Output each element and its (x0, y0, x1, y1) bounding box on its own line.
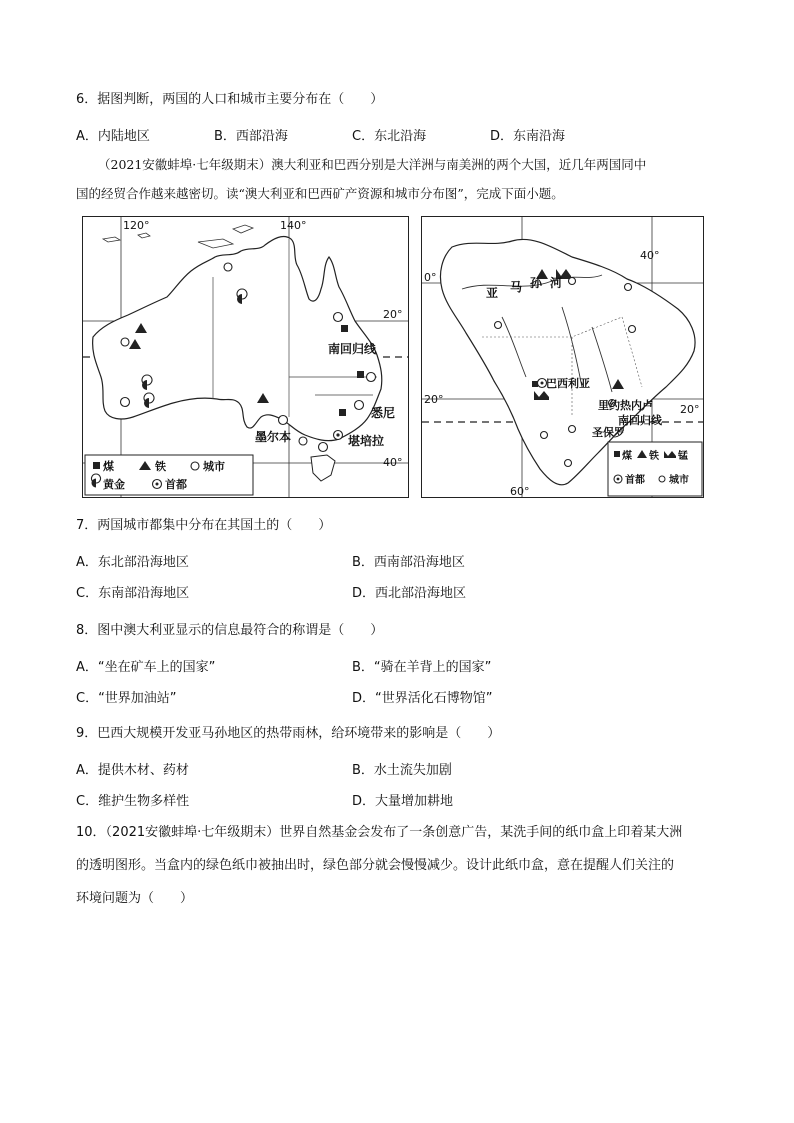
city-symbol (367, 373, 376, 382)
legend-coal-label: 煤 (622, 451, 632, 462)
q9-stem: 9．巴西大规模开发亚马孙地区的热带雨林，给环境带来的影响是（ ） (76, 726, 501, 741)
legend-coal-symbol (614, 451, 620, 457)
q7-option-c: C．东南部沿海地区 (76, 586, 190, 601)
label-tropic: 南回归线 (618, 414, 662, 427)
label-lat-20: 20° (383, 308, 403, 321)
q10-stem (76, 816, 728, 915)
q6-stem: 6．据图判断，两国的人口和城市主要分布在（ ） (76, 92, 384, 107)
city-symbol (565, 460, 572, 467)
q6-option-d: D．东南沿海 (490, 129, 566, 144)
legend-city-label: 城市 (669, 475, 689, 486)
legend-coal-label: 煤 (103, 460, 114, 473)
australia-map-graphic (83, 217, 408, 497)
coal-symbol (357, 371, 364, 378)
intro-line-1: （2021安徽蚌埠·七年级期末）澳大利亚和巴西分别是大洋洲与南美洲的两个大国，近几年两国同中 (98, 157, 647, 172)
q10-line-3: 环境问题为（ ） (76, 891, 194, 906)
label-lon-140: 140° (280, 219, 307, 232)
label-lat-20-east: 20° (680, 403, 700, 416)
q9-option-d: D．大量增加耕地 (352, 794, 454, 809)
label-lon-40: 40° (640, 249, 660, 262)
legend-manganese-label: 锰 (678, 451, 688, 462)
coal-symbol (532, 381, 538, 387)
city-symbol (629, 326, 636, 333)
australia-map (82, 216, 409, 498)
label-saopaulo: 圣保罗 (592, 426, 625, 439)
q7-option-d: D．西北部沿海地区 (352, 586, 467, 601)
q9-option-b: B．水土流失加剧 (352, 763, 452, 778)
q8-option-b: B．“骑在羊背上的国家” (352, 660, 492, 675)
q8-option-c: C．“世界加油站” (76, 691, 177, 706)
australia-outline (93, 237, 382, 441)
label-lon-60: 60° (510, 485, 530, 497)
label-lon-120: 120° (123, 219, 150, 232)
q7-stem: 7．两国城市都集中分布在其国土的（ ） (76, 518, 332, 533)
legend-capital-label: 首都 (165, 478, 187, 491)
city-symbol (334, 313, 343, 322)
label-lat-0: 0° (424, 271, 437, 284)
city-symbol (625, 284, 632, 291)
legend-coal-symbol (93, 462, 100, 469)
q6-option-a: A．内陆地区 (76, 129, 150, 144)
label-tropic: 南回归线 (328, 342, 377, 356)
city-symbol (299, 437, 307, 445)
q7-option-b: B．西南部沿海地区 (352, 555, 465, 570)
label-lat-20-west: 20° (424, 393, 444, 406)
legend-city-symbol (191, 462, 199, 470)
capital-symbol-dot (336, 433, 339, 436)
q8-option-d: D．“世界活化石博物馆” (352, 691, 493, 706)
label-canberra: 堪培拉 (348, 434, 385, 448)
label-rio: 里约热内卢 (598, 399, 653, 412)
brazil-map (421, 216, 704, 498)
capital-symbol-dot (541, 382, 544, 385)
legend-capital-label: 首都 (625, 475, 645, 486)
legend-gold-label: 黄金 (103, 478, 125, 491)
coal-symbol (339, 409, 346, 416)
label-lat-40: 40° (383, 456, 403, 469)
label-amazon-3: 孙 (530, 276, 543, 290)
q7-option-a: A．东北部沿海地区 (76, 555, 189, 570)
label-amazon-1: 亚 (486, 286, 499, 300)
city-symbol (541, 432, 548, 439)
tasmania-outline (311, 455, 335, 481)
city-symbol (121, 338, 129, 346)
label-melbourne: 墨尔本 (255, 430, 292, 444)
brazil-map-graphic (422, 217, 703, 497)
label-sydney: 悉尼 (371, 406, 396, 420)
legend-city-symbol (659, 476, 665, 482)
legend-city-label: 城市 (203, 460, 225, 473)
q9-option-c: C．维护生物多样性 (76, 794, 190, 809)
city-symbol (569, 426, 576, 433)
city-symbol (319, 443, 328, 452)
city-symbol (495, 322, 502, 329)
q9-option-a: A．提供木材、药材 (76, 763, 189, 778)
coal-symbol (341, 325, 348, 332)
city-symbol (569, 278, 576, 285)
legend-iron-label: 铁 (649, 451, 659, 462)
city-symbol (355, 401, 364, 410)
q6-option-c: C．东北沿海 (352, 129, 427, 144)
label-amazon-2: 马 (510, 280, 523, 294)
legend-iron-label: 铁 (155, 460, 166, 473)
city-symbol (121, 398, 130, 407)
passage-intro (76, 150, 726, 208)
q10-line-1: 10．（2021安徽蚌埠·七年级期末）世界自然基金会发布了一条创意广告，某洗手间的纸巾盒上印着某大洲 (76, 825, 683, 840)
city-symbol (224, 263, 232, 271)
legend-capital-dot (617, 478, 620, 481)
label-amazon-4: 河 (550, 276, 563, 290)
q10-line-2: 的透明图形。当盒内的绿色纸巾被抽出时，绿色部分就会慢慢减少。设计此纸巾盒，意在提醒人们关注的 (76, 858, 675, 873)
q8-stem: 8．图中澳大利亚显示的信息最符合的称谓是（ ） (76, 623, 384, 638)
q8-option-a: A．“坐在矿车上的国家” (76, 660, 216, 675)
city-symbol (279, 416, 288, 425)
q6-option-b: B．西部沿海 (214, 129, 288, 144)
legend-capital-dot (156, 483, 159, 486)
intro-line-2: 国的经贸合作越来越密切。读“澳大利亚和巴西矿产资源和城市分布图”，完成下面小题。 (76, 186, 564, 201)
label-brasilia: 巴西利亚 (546, 377, 590, 390)
